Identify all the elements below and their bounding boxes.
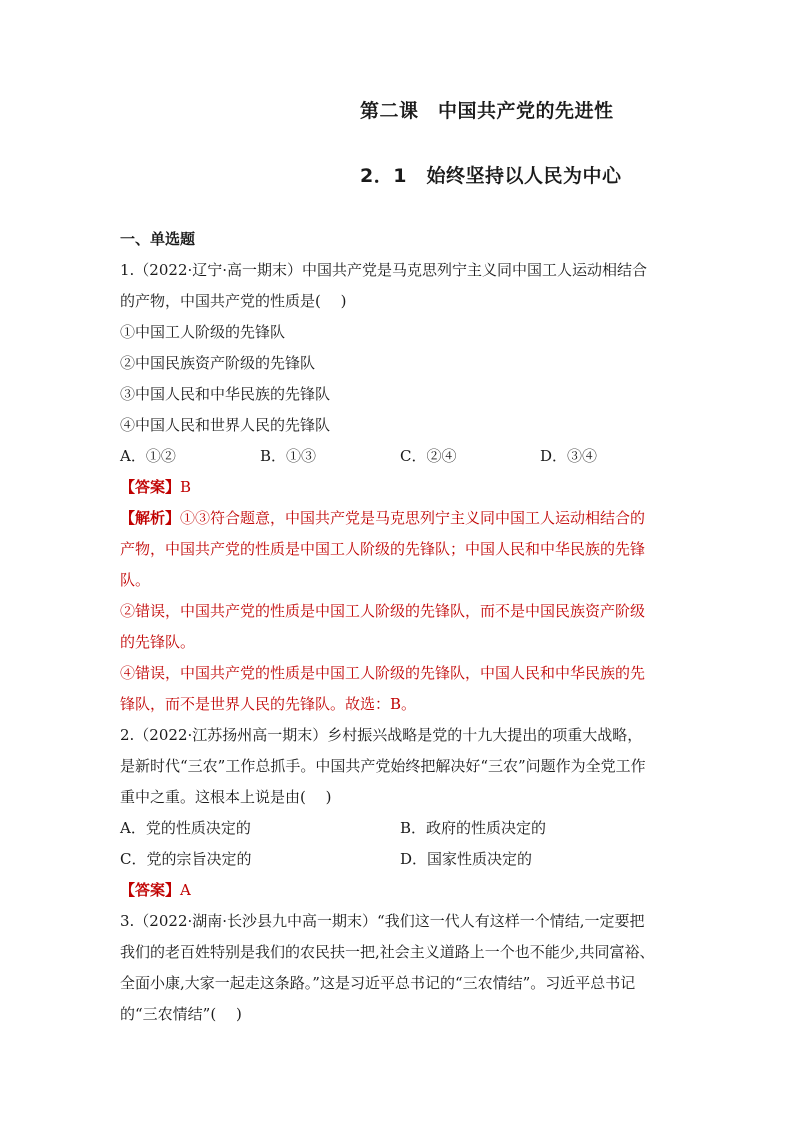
q1-analysis-line-2: 产物，中国共产党的性质是中国工人阶级的先锋队；中国人民和中华民族的先锋 xyxy=(120,540,646,558)
q1-answer-value: B xyxy=(180,478,192,496)
q3-stem-line-2: 我们的老百姓特别是我们的农民扶一把,社会主义道路上一个也不能少,共同富裕、 xyxy=(120,943,655,961)
q1-option-d: D．③④ xyxy=(540,447,598,465)
q1-analysis-line-3: 队。 xyxy=(120,571,151,589)
section-title: 2．1 始终坚持以人民为中心 xyxy=(360,165,622,187)
q1-analysis-tag: 【解析】 xyxy=(120,509,181,527)
q1-item-2: ②中国民族资产阶级的先锋队 xyxy=(120,354,316,372)
q1-options xyxy=(120,441,680,472)
q3-stem-line-3: 全面小康,大家一起走这条路。”这是习近平总书记的“三农情结”。习近平总书记 xyxy=(120,974,636,992)
q1-stem-line-2: 的产物，中国共产党的性质是( ) xyxy=(120,292,347,310)
q1-item-3: ③中国人民和中华民族的先锋队 xyxy=(120,385,331,403)
q2-answer xyxy=(120,875,680,906)
q2-options-row-2 xyxy=(120,844,680,875)
q1-analysis-line-4: ②错误，中国共产党的性质是中国工人阶级的先锋队，而不是中国民族资产阶级 xyxy=(120,602,646,620)
document-content xyxy=(120,224,680,1030)
q2-answer-value: A xyxy=(180,881,191,899)
q1-option-b: B．①③ xyxy=(260,447,317,465)
q1-item-1: ①中国工人阶级的先锋队 xyxy=(120,323,286,341)
q2-answer-tag: 【答案】 xyxy=(120,881,181,899)
q1-answer-tag: 【答案】 xyxy=(120,478,181,496)
question-2 xyxy=(120,720,680,906)
question-1 xyxy=(120,255,680,720)
q1-item-4: ④中国人民和世界人民的先锋队 xyxy=(120,416,331,434)
lesson-title: 第二课 中国共产党的先进性 xyxy=(360,100,614,122)
q1-option-c: C．②④ xyxy=(400,447,457,465)
q3-stem-line-4: 的“三农情结”( ) xyxy=(120,1005,242,1023)
q1-answer xyxy=(120,472,680,503)
section-heading: 一、单选题 xyxy=(120,230,196,248)
q1-analysis xyxy=(120,503,680,720)
q1-analysis-line-6: ④错误，中国共产党的性质是中国工人阶级的先锋队，中国人民和中华民族的先 xyxy=(120,664,646,682)
q2-option-a: A．党的性质决定的 xyxy=(120,819,251,837)
q1-analysis-line-5: 的先锋队。 xyxy=(120,633,196,651)
q2-option-c: C．党的宗旨决定的 xyxy=(120,850,252,868)
q2-options-row-1 xyxy=(120,813,680,844)
q2-option-d: D．国家性质决定的 xyxy=(400,850,533,868)
q2-stem-line-2: 是新时代“三农”工作总抓手。中国共产党始终把解决好“三农”问题作为全党工作 xyxy=(120,757,646,775)
q2-stem-line-1: 2.（2022·江苏扬州高一期末）乡村振兴战略是党的十九大提出的项重大战略， xyxy=(120,726,643,744)
q1-stem-line-1: 1.（2022·辽宁·高一期末）中国共产党是马克思列宁主义同中国工人运动相结合 xyxy=(120,261,648,279)
q3-stem-line-1: 3.（2022·湖南·长沙县九中高一期末）“我们这一代人有这样一个情结,一定要把 xyxy=(120,912,645,930)
q1-analysis-line-7: 锋队，而不是世界人民的先锋队。故选：B。 xyxy=(120,695,417,713)
q2-stem-line-3: 重中之重。这根本上说是由( ) xyxy=(120,788,332,806)
q1-analysis-line-1: ①③符合题意，中国共产党是马克思列宁主义同中国工人运动相结合的 xyxy=(180,509,646,527)
question-3 xyxy=(120,906,680,1030)
q1-option-a: A．①② xyxy=(120,447,176,465)
q2-option-b: B．政府的性质决定的 xyxy=(400,819,547,837)
